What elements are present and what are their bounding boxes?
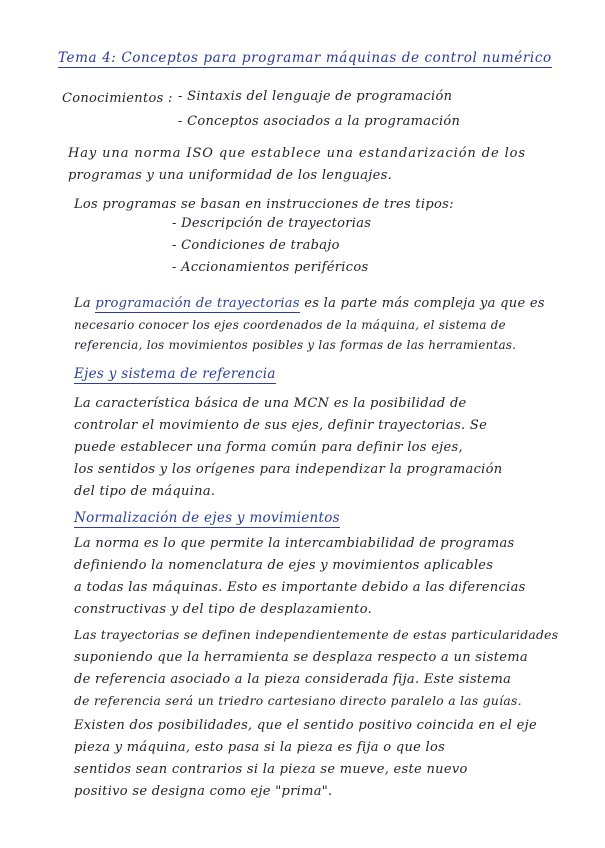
trayectorias-line: referencia, los movimientos posibles y las formas de las herramientas.	[74, 338, 517, 352]
trayectorias-line: necesario conocer los ejes coordenados de la máquina, el sistema de	[74, 318, 506, 332]
trayectorias-line: La programación de trayectorias es la parte más compleja ya que es	[74, 296, 545, 311]
trayectorias-def-line: positivo se designa como eje "prima".	[74, 784, 333, 799]
tipos-item: - Accionamientos periféricos	[172, 260, 369, 275]
conocimientos-label: Conocimientos :	[62, 91, 173, 106]
tipos-item: - Condiciones de trabajo	[172, 238, 340, 253]
trayectorias-def-line: de referencia asociado a la pieza considerada fija. Este sistema	[74, 672, 512, 687]
trayectorias-def-line: Las trayectorias se definen independientemente de estas particularidades	[74, 628, 559, 642]
iso-line: Hay una norma ISO que establece una estandarización de los	[68, 146, 526, 161]
conocimientos-item: - Sintaxis del lenguaje de programación	[178, 89, 453, 104]
trayectorias-def-line: Existen dos posibilidades, que el sentido positivo coincida en el eje	[74, 718, 537, 733]
normalizacion-line: a todas las máquinas. Esto es importante debido a las diferencias	[74, 580, 526, 595]
tipos-intro: Los programas se basan en instrucciones de tres tipos:	[74, 197, 454, 212]
conocimientos-item: - Conceptos asociados a la programación	[178, 114, 461, 129]
ejes-line: los sentidos y los orígenes para independizar la programación	[74, 462, 503, 477]
trayectorias-highlight: programación de trayectorias	[95, 296, 300, 311]
section-heading-normalizacion: Normalización de ejes y movimientos	[74, 510, 340, 526]
normalizacion-line: La norma es lo que permite la intercambiabilidad de programas	[74, 536, 515, 551]
section-heading-ejes: Ejes y sistema de referencia	[74, 366, 276, 382]
tipos-item: - Descripción de trayectorias	[172, 216, 372, 231]
iso-line: programas y una uniformidad de los lenguajes.	[68, 168, 393, 183]
normalizacion-line: definiendo la nomenclatura de ejes y movimientos aplicables	[74, 558, 494, 573]
ejes-line: controlar el movimiento de sus ejes, definir trayectorias. Se	[74, 418, 488, 433]
ejes-line: puede establecer una forma común para definir los ejes,	[74, 440, 463, 455]
trayectorias-def-line: suponiendo que la herramienta se desplaza respecto a un sistema	[74, 650, 528, 665]
trayectorias-def-line: sentidos sean contrarios si la pieza se mueve, este nuevo	[74, 762, 468, 777]
ejes-line: La característica básica de una MCN es la posibilidad de	[74, 396, 467, 411]
trayectorias-def-line: de referencia será un triedro cartesiano directo paralelo a las guías.	[74, 694, 522, 708]
ejes-line: del tipo de máquina.	[74, 484, 216, 499]
trayectorias-def-line: pieza y máquina, esto pasa si la pieza es fija o que los	[74, 740, 446, 755]
page-title: Tema 4: Conceptos para programar máquinas de control numérico	[58, 50, 552, 66]
normalizacion-line: constructivas y del tipo de desplazamiento.	[74, 602, 373, 617]
